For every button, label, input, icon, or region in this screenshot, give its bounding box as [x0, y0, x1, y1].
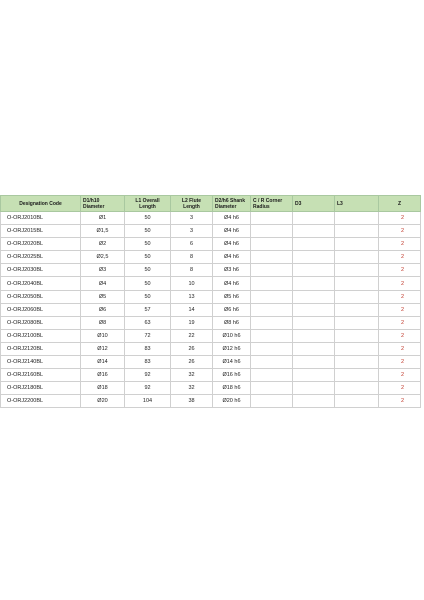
cell-z: 2 — [379, 303, 421, 316]
cell-l2: 6 — [171, 238, 213, 251]
table-row — [1, 251, 421, 264]
cell-l3 — [335, 264, 379, 277]
cell-d2: Ø16 h6 — [213, 369, 251, 382]
table-row — [1, 395, 421, 408]
spec-table — [0, 195, 421, 408]
cell-d2: Ø12 h6 — [213, 342, 251, 355]
cell-l2: 26 — [171, 356, 213, 369]
cell-corner-radius — [251, 290, 293, 303]
cell-l1: 50 — [125, 264, 171, 277]
cell-d3 — [293, 290, 335, 303]
header-l3: L3 — [335, 196, 379, 212]
cell-l3 — [335, 212, 379, 225]
header-z: Z — [379, 196, 421, 212]
cell-l2: 8 — [171, 264, 213, 277]
cell-d2: Ø10 h6 — [213, 329, 251, 342]
cell-corner-radius — [251, 395, 293, 408]
cell-d2: Ø8 h6 — [213, 316, 251, 329]
cell-d2: Ø6 h6 — [213, 303, 251, 316]
cell-designation: O-ORJ2140BL — [1, 356, 81, 369]
cell-l3 — [335, 277, 379, 290]
table-row — [1, 238, 421, 251]
cell-designation: O-ORJ2160BL — [1, 369, 81, 382]
cell-z: 2 — [379, 251, 421, 264]
cell-d1: Ø6 — [81, 303, 125, 316]
spec-sheet — [0, 195, 420, 408]
cell-d3 — [293, 316, 335, 329]
cell-l2: 3 — [171, 212, 213, 225]
header-d1: D1/h10 Diameter — [81, 196, 125, 212]
cell-l3 — [335, 316, 379, 329]
cell-d3 — [293, 238, 335, 251]
cell-d3 — [293, 277, 335, 290]
cell-corner-radius — [251, 303, 293, 316]
cell-l3 — [335, 382, 379, 395]
cell-d1: Ø2,5 — [81, 251, 125, 264]
cell-l1: 57 — [125, 303, 171, 316]
cell-d1: Ø4 — [81, 277, 125, 290]
cell-z: 2 — [379, 277, 421, 290]
cell-l3 — [335, 369, 379, 382]
header-d2: D2/h6 Shank Diameter — [213, 196, 251, 212]
table-row — [1, 290, 421, 303]
cell-corner-radius — [251, 342, 293, 355]
cell-corner-radius — [251, 212, 293, 225]
table-body — [1, 212, 421, 408]
cell-z: 2 — [379, 329, 421, 342]
cell-l3 — [335, 251, 379, 264]
cell-d3 — [293, 329, 335, 342]
cell-d1: Ø16 — [81, 369, 125, 382]
cell-z: 2 — [379, 369, 421, 382]
cell-z: 2 — [379, 225, 421, 238]
cell-designation: O-ORJ2120BL — [1, 342, 81, 355]
cell-z: 2 — [379, 264, 421, 277]
cell-z: 2 — [379, 290, 421, 303]
cell-d3 — [293, 342, 335, 355]
cell-l1: 50 — [125, 277, 171, 290]
cell-l1: 50 — [125, 212, 171, 225]
table-row — [1, 316, 421, 329]
header-corner-radius: C / R Corner Radius — [251, 196, 293, 212]
cell-z: 2 — [379, 316, 421, 329]
table-row — [1, 264, 421, 277]
cell-corner-radius — [251, 369, 293, 382]
cell-l1: 63 — [125, 316, 171, 329]
cell-d2: Ø4 h6 — [213, 277, 251, 290]
table-row — [1, 277, 421, 290]
cell-d1: Ø12 — [81, 342, 125, 355]
cell-l3 — [335, 303, 379, 316]
table-row — [1, 303, 421, 316]
cell-l3 — [335, 238, 379, 251]
cell-d2: Ø4 h6 — [213, 225, 251, 238]
cell-d3 — [293, 212, 335, 225]
cell-d1: Ø14 — [81, 356, 125, 369]
cell-d3 — [293, 264, 335, 277]
cell-corner-radius — [251, 329, 293, 342]
cell-designation: O-ORJ2100BL — [1, 329, 81, 342]
cell-designation: O-ORJ2080BL — [1, 316, 81, 329]
cell-designation: O-ORJ2180BL — [1, 382, 81, 395]
cell-l2: 13 — [171, 290, 213, 303]
cell-d1: Ø18 — [81, 382, 125, 395]
cell-d3 — [293, 395, 335, 408]
cell-d3 — [293, 225, 335, 238]
cell-z: 2 — [379, 238, 421, 251]
table-row — [1, 329, 421, 342]
cell-l2: 32 — [171, 369, 213, 382]
cell-d1: Ø8 — [81, 316, 125, 329]
cell-l2: 10 — [171, 277, 213, 290]
cell-d2: Ø4 h6 — [213, 212, 251, 225]
cell-l3 — [335, 342, 379, 355]
cell-l2: 38 — [171, 395, 213, 408]
cell-d1: Ø1,5 — [81, 225, 125, 238]
cell-l3 — [335, 225, 379, 238]
cell-z: 2 — [379, 395, 421, 408]
cell-z: 2 — [379, 356, 421, 369]
cell-designation: O-ORJ2015BL — [1, 225, 81, 238]
cell-corner-radius — [251, 316, 293, 329]
cell-l1: 92 — [125, 382, 171, 395]
cell-l2: 3 — [171, 225, 213, 238]
cell-l1: 72 — [125, 329, 171, 342]
cell-l3 — [335, 329, 379, 342]
cell-d3 — [293, 369, 335, 382]
cell-l3 — [335, 290, 379, 303]
table-row — [1, 212, 421, 225]
header-designation: Designation Code — [1, 196, 81, 212]
table-row — [1, 382, 421, 395]
cell-designation: O-ORJ2025BL — [1, 251, 81, 264]
cell-l3 — [335, 395, 379, 408]
cell-l1: 104 — [125, 395, 171, 408]
cell-designation: O-ORJ2010BL — [1, 212, 81, 225]
cell-d1: Ø20 — [81, 395, 125, 408]
cell-l2: 8 — [171, 251, 213, 264]
cell-z: 2 — [379, 342, 421, 355]
cell-l2: 14 — [171, 303, 213, 316]
cell-l1: 50 — [125, 251, 171, 264]
cell-corner-radius — [251, 382, 293, 395]
cell-l1: 92 — [125, 369, 171, 382]
header-l1: L1 Overall Length — [125, 196, 171, 212]
cell-z: 2 — [379, 382, 421, 395]
table-row — [1, 342, 421, 355]
cell-corner-radius — [251, 225, 293, 238]
cell-l3 — [335, 356, 379, 369]
cell-d1: Ø2 — [81, 238, 125, 251]
cell-d1: Ø10 — [81, 329, 125, 342]
cell-designation: O-ORJ2060BL — [1, 303, 81, 316]
header-row — [1, 196, 421, 212]
cell-designation: O-ORJ2040BL — [1, 277, 81, 290]
table-row — [1, 225, 421, 238]
cell-d1: Ø5 — [81, 290, 125, 303]
cell-d3 — [293, 251, 335, 264]
cell-l1: 50 — [125, 238, 171, 251]
cell-corner-radius — [251, 264, 293, 277]
cell-designation: O-ORJ2030BL — [1, 264, 81, 277]
cell-d2: Ø20 h6 — [213, 395, 251, 408]
cell-corner-radius — [251, 238, 293, 251]
cell-d1: Ø1 — [81, 212, 125, 225]
cell-l1: 83 — [125, 342, 171, 355]
cell-corner-radius — [251, 356, 293, 369]
table-row — [1, 369, 421, 382]
cell-designation: O-ORJ2050BL — [1, 290, 81, 303]
cell-d3 — [293, 303, 335, 316]
header-l2: L2 Flute Length — [171, 196, 213, 212]
cell-d2: Ø18 h6 — [213, 382, 251, 395]
cell-d2: Ø4 h6 — [213, 251, 251, 264]
cell-designation: O-ORJ2020BL — [1, 238, 81, 251]
table-row — [1, 356, 421, 369]
cell-l1: 83 — [125, 356, 171, 369]
cell-d3 — [293, 356, 335, 369]
cell-d2: Ø4 h6 — [213, 238, 251, 251]
cell-d2: Ø5 h6 — [213, 290, 251, 303]
cell-z: 2 — [379, 212, 421, 225]
cell-l2: 32 — [171, 382, 213, 395]
cell-d2: Ø14 h6 — [213, 356, 251, 369]
cell-corner-radius — [251, 277, 293, 290]
cell-l1: 50 — [125, 225, 171, 238]
header-d3: D3 — [293, 196, 335, 212]
cell-l2: 19 — [171, 316, 213, 329]
cell-l2: 22 — [171, 329, 213, 342]
cell-designation: O-ORJ2200BL — [1, 395, 81, 408]
cell-d2: Ø3 h6 — [213, 264, 251, 277]
cell-l2: 26 — [171, 342, 213, 355]
cell-l1: 50 — [125, 290, 171, 303]
cell-d3 — [293, 382, 335, 395]
cell-corner-radius — [251, 251, 293, 264]
cell-d1: Ø3 — [81, 264, 125, 277]
